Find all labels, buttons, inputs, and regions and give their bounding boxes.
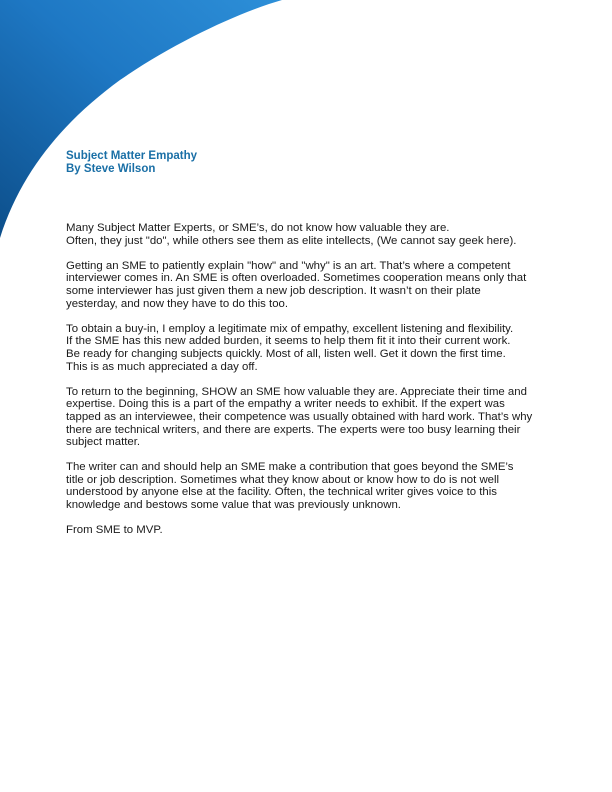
paragraph-line: Many Subject Matter Experts, or SME’s, do not know how valuable they are. — [66, 222, 450, 234]
paragraph-line: This is as much appreciated a day off. — [66, 360, 258, 373]
paragraph-line: To return to the beginning, SHOW an SME how valuable they are. Appreciate their time and — [66, 385, 527, 398]
paragraph-line: expertise. Doing this is a part of the empathy a writer needs to exhibit. If the expert was — [66, 398, 505, 411]
paragraph-line: Be ready for changing subjects quickly. Most of all, listen well. Get it down the first time. — [66, 347, 506, 360]
paragraph-line: interviewer comes in. An SME is often overloaded. Sometimes cooperation means only that — [66, 272, 527, 285]
body-paragraph — [66, 323, 566, 373]
paragraph-line: yesterday, and now they have to do this too. — [66, 297, 289, 310]
body-paragraph — [66, 386, 566, 449]
paragraph-line: some interviewer has just given them a new job description. It wasn’t on their plate — [66, 284, 481, 297]
decorative-blue-swoosh — [0, 0, 300, 240]
paragraph-line: If the SME has this new added burden, it seems to help them fit it into their current work. — [66, 335, 511, 348]
article-byline: By Steve Wilson — [66, 162, 156, 175]
body-paragraph — [66, 461, 566, 511]
body-paragraph — [66, 222, 566, 247]
paragraph-line: title or job description. Sometimes what they know about or know how to do is not well — [66, 473, 500, 486]
paragraph-line: To obtain a buy-in, I employ a legitimate mix of empathy, excellent listening and flexibility. — [66, 322, 514, 335]
paragraph-line: From SME to MVP. — [66, 524, 163, 537]
paragraph-line: there are technical writers, and there are experts. The experts were too busy learning their — [66, 423, 521, 436]
body-paragraph — [66, 524, 566, 537]
paragraph-line: understood by anyone else at the facility. Often, the technical writer gives voice to this — [66, 486, 497, 499]
paragraph-line: tapped as an interviewee, their competence was usually obtained with hard work. That’s why — [66, 410, 533, 423]
article-title: Subject Matter Empathy — [66, 150, 197, 162]
body-paragraph — [66, 260, 566, 310]
paragraph-line: Often, they just "do", while others see them as elite intellects, (We cannot say geek here). — [66, 234, 517, 247]
article-header — [66, 150, 197, 175]
paragraph-line: The writer can and should help an SME make a contribution that goes beyond the SME’s — [66, 461, 514, 474]
paragraph-line: Getting an SME to patiently explain "how" and "why" is an art. That’s where a competent — [66, 259, 511, 272]
article-body — [66, 222, 566, 549]
paragraph-line: knowledge and bestows some value that was previously unknown. — [66, 499, 401, 512]
paragraph-line: subject matter. — [66, 436, 141, 449]
